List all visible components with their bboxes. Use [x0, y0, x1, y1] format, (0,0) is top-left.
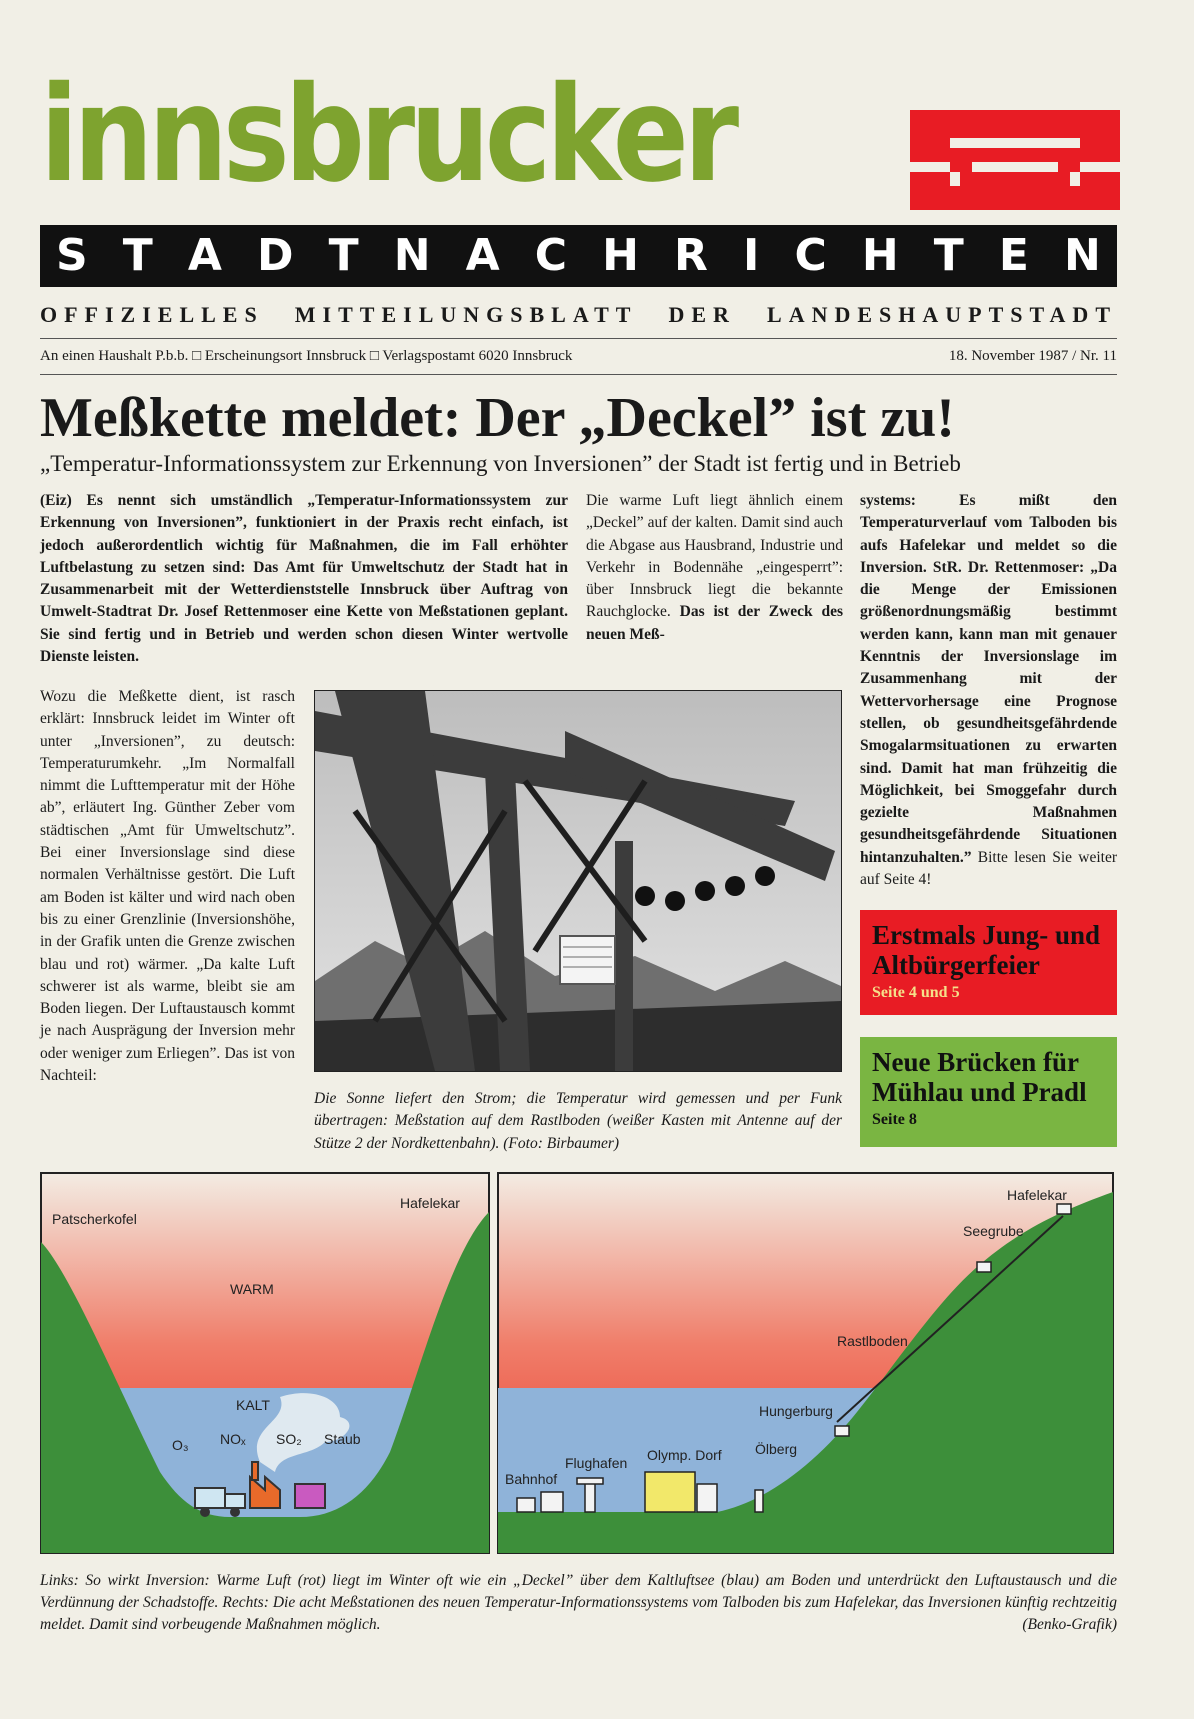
stadtnachrichten-band: [40, 225, 1117, 287]
label-hafelekar: Hafelekar: [400, 1195, 460, 1211]
band-letter: T: [328, 230, 359, 281]
graphic-inversion-valley: [40, 1172, 490, 1554]
right-column-text: systems: Es mißt den Temperaturverlauf vom Talboden bis aufs Hafelekar und meldet so die Inversion. StR. Dr. Rettenmoser: „Da die Menge der Emissionen größenordnungsmäßig bestimmt werden kann, kann man mit genauer Kenntnis der Inversionslage im Zusammenhang mit der Wettervorhersage eine Prognose stellen, ob gesundheitsgefährdende Smogalarmsituationen zu erwarten sind. Damit hat man frühzeitig die Möglichkeit, bei Smoggefahr durch gezielte Maßnahmen gesundheitsgefährdende Situationen hintanzuhalten.”: [860, 492, 1117, 866]
headline: Meßkette meldet: Der „Deckel” ist zu!: [40, 387, 955, 449]
photo-cable-car-station: [314, 690, 842, 1072]
band-letter: R: [674, 230, 708, 281]
issue-date: 18. November 1987 / Nr. 11: [948, 348, 1117, 364]
teaser-page-ref: Seite 8: [872, 1111, 917, 1128]
label-hafelekar: Hafelekar: [1007, 1187, 1067, 1203]
article-column-middle: [586, 490, 843, 646]
teaser-box-bruecken[interactable]: [860, 1037, 1117, 1147]
teaser-page-ref: Seite 4 und 5: [872, 984, 960, 1001]
band-letter: C: [534, 230, 568, 281]
subtitle-word: DER: [668, 302, 736, 327]
band-letter: H: [861, 230, 899, 281]
article-column-left: Wozu die Meßkette dient, ist rasch erklärt: Innsbruck leidet im Winter oft unter „Inversionen”, zu deutsch: Temperaturumkehr. „Im Normalfall nimmt die Lufttemperatur mit der Höhe ab”, erläutert Ing. Günther Zeber vom städtischen „Amt für Umweltschutz”. Bei einer Inversionslage sind diese normalen Verhältnisse gestört. Die Luft am Boden ist kälter und wird nach oben bis zu einer Grenzlinie (Inversionshöhe, in der Grafik unten die Grenze zwischen blau und rot) wärmer. „Da kalte Luft schwerer ist als warme, bleibt sie am Boden liegen. Der Luftaustausch kommt je nach Ausprägung der Inversion mehr oder weniger zum Erliegen”. Das ist von Nachteil:: [40, 688, 295, 1085]
label-olberg: Ölberg: [755, 1441, 798, 1457]
band-letter: T: [933, 230, 964, 281]
graphic-caption: [40, 1570, 1117, 1636]
label-kalt: KALT: [236, 1397, 270, 1413]
subheadline: „Temperatur-Informationssystem zur Erkennung von Inversionen” der Stadt ist fertig und in Betrieb: [40, 451, 961, 476]
middle-column-text: Die warme Luft liegt ähnlich einem „Deckel” auf der kalten. Damit sind auch die Abgase aus Hausbrand, Industrie und Verkehr in Bodennähe „eingesperrt”: über Innsbruck liegt die bekannte Rauchglocke.: [586, 492, 843, 621]
band-letter: A: [465, 230, 500, 281]
graphic-caption-text: Links: So wirkt Inversion: Warme Luft (rot) liegt im Winter oft wie ein „Deckel” über dem Kaltluftsee (blau) am Boden und unterdrückt den Luftaustausch und die Verdünnung der Schadstoffe. Rechts: Die acht Meßstationen des neuen Temperatur-Informationssystems vom Talboden bis zum Hafelekar, das Inversionen künftig rechtzeitig meldet. Damit sind vorbeugende Maßnahmen möglich.: [40, 1572, 1117, 1633]
innsbruck-bridge-logo: [910, 110, 1120, 210]
graphic-credit: (Benko-Grafik): [1022, 1616, 1117, 1633]
lead-paragraph: (Eiz) Es nennt sich umständlich „Temperatur-Informationssystem zur Erkennung von Inversionen”, funktioniert in der Praxis recht einfach, ist jedoch außerordentlich wichtig für Maßnahmen, die im Fall erhöhter Luftbelastung zu setzen sind: Das Amt für Umweltschutz der Stadt hat in Zusammenarbeit mit der Wetterdienststelle Innsbruck über Auftrag von Umwelt-Stadtrat Dr. Josef Rettenmoser eine Kette von Meßstationen geplant. Sie sind fertig und in Betrieb und werden schon diesen Winter wertvolle Dienste leisten.: [40, 492, 568, 666]
band-letter: D: [257, 230, 294, 281]
band-letter: C: [794, 230, 827, 281]
label-o3: O₃: [172, 1437, 189, 1453]
label-rastlboden: Rastlboden: [837, 1333, 908, 1349]
teaser-box-altbuergerfeier[interactable]: [860, 910, 1117, 1015]
label-seegrube: Seegrube: [963, 1223, 1024, 1239]
label-bahnhof: Bahnhof: [505, 1471, 558, 1487]
label-so2: SO₂: [276, 1431, 302, 1447]
label-olymp-dorf: Olymp. Dorf: [647, 1447, 722, 1463]
band-letter: T: [122, 230, 153, 281]
label-hungerburg: Hungerburg: [759, 1403, 833, 1419]
band-letter: E: [998, 230, 1029, 281]
teaser-title: Erstmals Jung- und Altbürgerfeier: [872, 920, 1101, 980]
official-subtitle: [40, 302, 1117, 328]
band-letter: H: [602, 230, 639, 281]
middle-column-bold: Das ist der Zweck des neuen Meß-: [586, 603, 843, 643]
band-letter: I: [743, 230, 760, 281]
label-flughafen: Flughafen: [565, 1455, 628, 1471]
mailing-info: An einen Haushalt P.b.b. □ Erscheinungsort Innsbruck □ Verlagspostamt 6020 Innsbruck: [40, 348, 573, 364]
subtitle-word: LANDESHAUPTSTADT: [767, 302, 1117, 327]
label-patscherkofel: Patscherkofel: [52, 1211, 137, 1227]
subtitle-word: MITTEILUNGSBLATT: [294, 302, 638, 327]
continue-note: Bitte lesen Sie weiter auf Seite 4!: [860, 848, 1117, 889]
article-column-right: [860, 490, 1117, 891]
label-staub: Staub: [324, 1431, 361, 1447]
band-letter: N: [1063, 230, 1101, 281]
divider: [40, 338, 1117, 339]
band-letter: S: [56, 230, 88, 281]
divider: [40, 374, 1117, 375]
teaser-title: Neue Brücken für Mühlau und Pradl: [872, 1047, 1087, 1107]
photo-caption: Die Sonne liefert den Strom; die Temperatur wird gemessen und per Funk übertragen: Meßstation auf dem Rastlboden (weißer Kasten mit Antenne auf der Stütze 2 der Nordkettenbahn). (Foto: Birbaumer): [314, 1090, 842, 1152]
band-letter: A: [187, 230, 222, 281]
label-nox: NOₓ: [220, 1431, 246, 1447]
subtitle-word: OFFIZIELLES: [40, 302, 264, 327]
band-letter: N: [393, 230, 431, 281]
graphic-measuring-stations: [497, 1172, 1114, 1554]
masthead-title: innsbrucker: [40, 58, 734, 212]
label-warm: WARM: [230, 1281, 274, 1297]
